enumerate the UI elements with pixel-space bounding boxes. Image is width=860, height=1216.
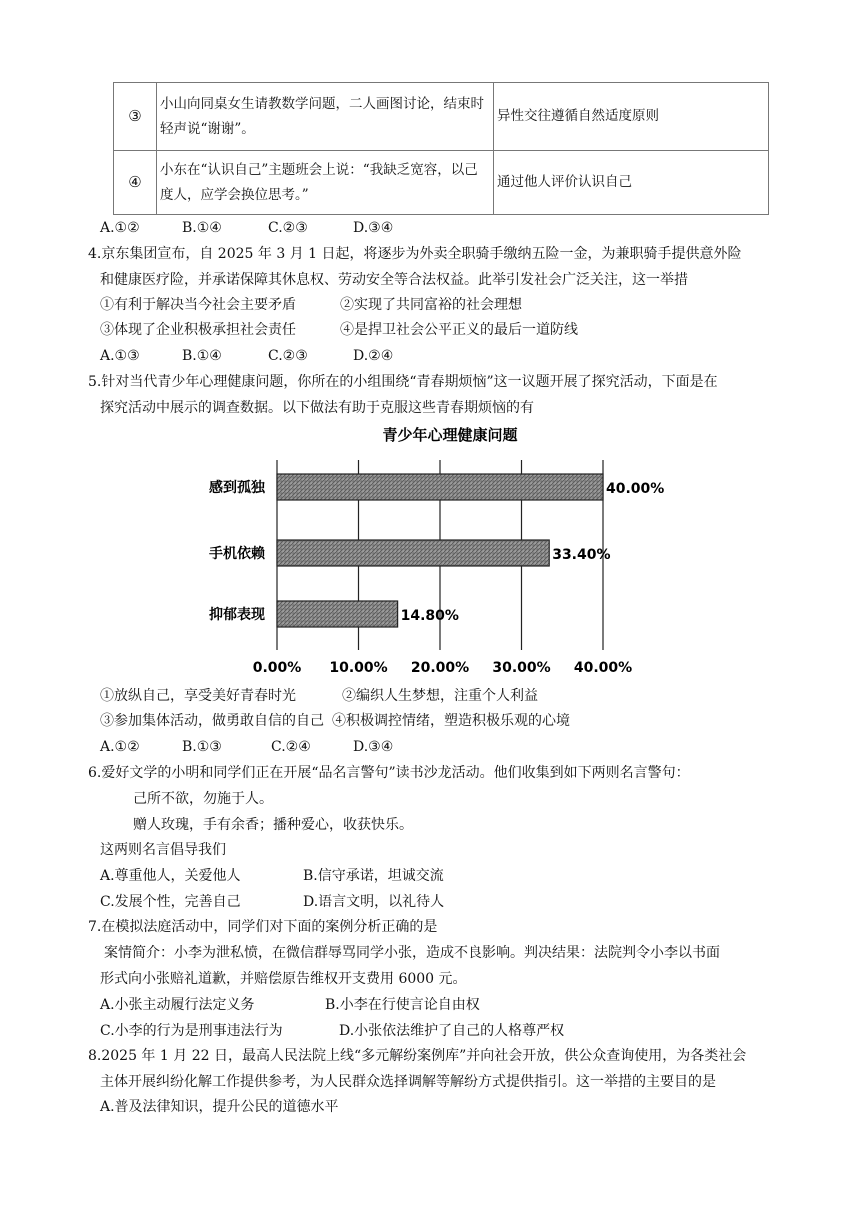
q8-option-a[interactable]: A.普及法律知识，提升公民的道德水平 — [100, 1099, 339, 1115]
q7-case-line-2: 形式向小张赔礼道歉，并赔偿原告维权开支费用 6000 元。 — [100, 971, 467, 987]
x-tick-label: 10.00% — [329, 660, 388, 676]
q5-item-1: ①放纵自己，享受美好青春时光 — [100, 688, 296, 704]
chart-title: 青少年心理健康问题 — [382, 426, 518, 444]
q7-option-b[interactable]: B.小李在行使言论自由权 — [325, 997, 480, 1013]
q3-option-a[interactable]: A.①② — [100, 220, 140, 236]
q4-stem-line-1: 4.京东集团宣布，自 2025 年 3 月 1 日起，将逐步为外卖全职骑手缴纳五险一金，为兼职骑手提供意外险 — [88, 246, 742, 262]
table-row-description: 小东在“认识自己”主题班会上说：“我缺乏宽容，以己度人，应学会换位思考。” — [157, 151, 494, 215]
table-row-number: ③ — [114, 83, 157, 151]
category-label: 手机依赖 — [209, 546, 265, 562]
q4-option-a[interactable]: A.①③ — [100, 348, 140, 364]
x-tick-label: 30.00% — [492, 660, 551, 676]
table-row — [114, 151, 769, 215]
q5-option-a[interactable]: A.①② — [100, 739, 140, 755]
q5-option-c[interactable]: C.②④ — [271, 739, 311, 755]
category-label: 感到孤独 — [209, 480, 265, 496]
q5-stem-line-1: 5.针对当代青少年心理健康问题，你所在的小组围绕“青春期烦恼”这一议题开展了探究活动，下面是在 — [88, 374, 718, 390]
x-tick-label: 40.00% — [573, 660, 633, 676]
q5-option-d[interactable]: D.③④ — [353, 739, 394, 755]
x-tick-label: 0.00% — [252, 660, 302, 676]
q4-stem-line-2: 和健康医疗险，并承诺保障其休息权、劳动安全等合法权益。此举引发社会广泛关注，这一举措 — [100, 272, 688, 288]
value-label: 33.40% — [552, 547, 611, 563]
q4-option-b[interactable]: B.①④ — [182, 348, 222, 364]
q8-stem-line-1: 8.2025 年 1 月 22 日，最高人民法院上线“多元解纷案例库”并向社会开放，供公众查询使用，为各类社会 — [88, 1048, 747, 1064]
value-label: 14.80% — [400, 608, 459, 624]
q5-option-b[interactable]: B.①③ — [182, 739, 222, 755]
q7-option-a[interactable]: A.小张主动履行法定义务 — [100, 997, 255, 1013]
table-row-viewpoint: 通过他人评价认识自己 — [494, 151, 769, 215]
q7-case-line-1: 案情简介：小李为泄私愤，在微信群辱骂同学小张，造成不良影响。判决结果：法院判令小李以书面 — [104, 945, 720, 961]
q8-stem-line-2: 主体开展纠纷化解工作提供参考，为人民群众选择调解等解纷方式提供指引。这一举措的主要目的是 — [100, 1074, 716, 1090]
table-row — [114, 83, 769, 151]
q6-option-c[interactable]: C.发展个性，完善自己 — [100, 894, 241, 910]
q4-item-1: ①有利于解决当今社会主要矛盾 — [100, 297, 296, 313]
bar — [277, 474, 603, 500]
q7-option-d[interactable]: D.小张依法维护了自己的人格尊严权 — [339, 1023, 565, 1039]
q4-option-c[interactable]: C.②③ — [268, 348, 308, 364]
category-label: 抑郁表现 — [209, 607, 265, 623]
q6-option-d[interactable]: D.语言文明，以礼待人 — [303, 894, 445, 910]
value-label: 40.00% — [606, 481, 665, 497]
q6-stem: 6.爱好文学的小明和同学们正在开展“品名言警句”读书沙龙活动。他们收集到如下两则名言警句： — [88, 765, 690, 781]
q6-quote-2: 赠人玫瑰，手有余香；播种爱心，收获快乐。 — [133, 817, 413, 833]
q3-option-d[interactable]: D.③④ — [353, 220, 394, 236]
bar-chart — [180, 420, 680, 682]
q6-option-a[interactable]: A.尊重他人，关爱他人 — [100, 868, 241, 884]
table-row-number: ④ — [114, 151, 157, 215]
question-3-table — [113, 82, 769, 215]
q6-option-b[interactable]: B.信守承诺，坦诚交流 — [303, 868, 444, 884]
q5-item-3: ③参加集体活动，做勇敢自信的自己 — [100, 713, 324, 729]
q7-option-c[interactable]: C.小李的行为是刑事违法行为 — [100, 1023, 283, 1039]
table-row-description: 小山向同桌女生请教数学问题，二人画图讨论，结束时轻声说“谢谢”。 — [157, 83, 494, 151]
q4-item-4: ④是捍卫社会公平正义的最后一道防线 — [340, 322, 578, 338]
q6-ask: 这两则名言倡导我们 — [100, 842, 226, 858]
q6-quote-1: 己所不欲，勿施于人。 — [133, 791, 273, 807]
bar — [277, 540, 549, 566]
q5-stem-line-2: 探究活动中展示的调查数据。以下做法有助于克服这些青春期烦恼的有 — [100, 400, 534, 416]
q5-item-2: ②编织人生梦想，注重个人利益 — [342, 688, 538, 704]
table-row-viewpoint: 异性交往遵循自然适度原则 — [494, 83, 769, 151]
q3-option-b[interactable]: B.①④ — [182, 220, 222, 236]
q4-option-d[interactable]: D.②④ — [353, 348, 394, 364]
q3-option-c[interactable]: C.②③ — [268, 220, 308, 236]
x-tick-label: 20.00% — [410, 660, 470, 676]
q4-item-3: ③体现了企业积极承担社会责任 — [100, 322, 296, 338]
bar — [277, 601, 398, 627]
q5-item-4: ④积极调控情绪，塑造积极乐观的心境 — [332, 713, 570, 729]
q7-stem: 7.在模拟法庭活动中，同学们对下面的案例分析正确的是 — [88, 919, 438, 935]
q4-item-2: ②实现了共同富裕的社会理想 — [340, 297, 522, 313]
